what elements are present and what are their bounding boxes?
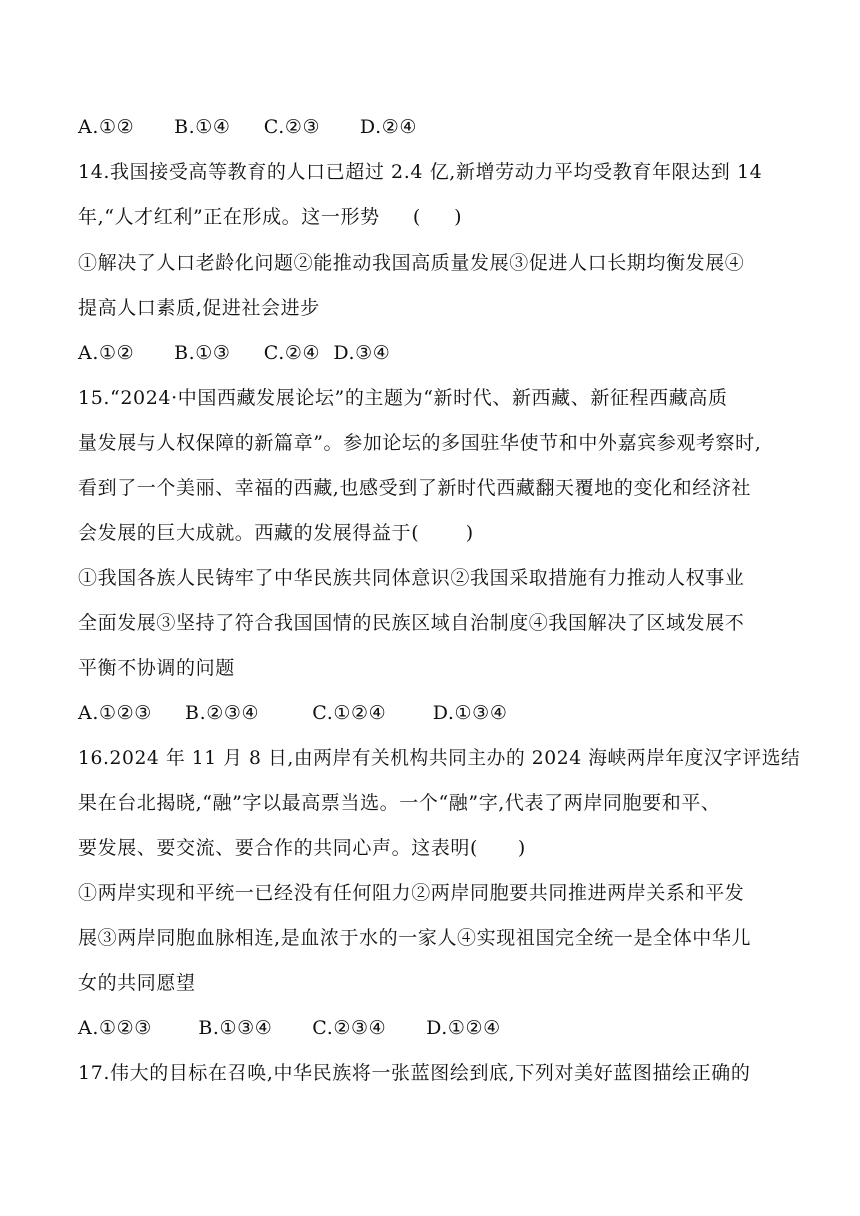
q14-stem-line-1: 14.我国接受高等教育的人口已超过 2.4 亿,新增劳动力平均受教育年限达到 14 [78, 161, 763, 183]
q15-choices-line-3: 平衡不协调的问题 [78, 657, 235, 679]
q15-stem-line-2: 量发展与人权保障的新篇章”。参加论坛的多国驻华使节和中外嘉宾参观考察时, [78, 432, 762, 454]
q14-options: A.①② B.①③ C.②④ D.③④ [78, 342, 391, 364]
q15-options: A.①②③ B.②③④ C.①②④ D.①③④ [78, 702, 508, 724]
q14-choices-line-2: 提高人口素质,促进社会进步 [78, 297, 320, 319]
q15-choices-line-2: 全面发展③坚持了符合我国国情的民族区域自治制度④我国解决了区域发展不 [78, 612, 745, 634]
q13-options: A.①② B.①④ C.②③ D.②④ [78, 116, 417, 138]
q16-choices-line-2: 展③两岸同胞血脉相连,是血浓于水的一家人④实现祖国完全统一是全体中华儿 [78, 927, 752, 949]
q15-stem-line-3: 看到了一个美丽、幸福的西藏,也感受到了新时代西藏翻天覆地的变化和经济社 [78, 477, 752, 499]
q16-stem-line-2: 果在台北揭晓,“融”字以最高票当选。一个“融”字,代表了两岸同胞要和平、 [78, 792, 721, 814]
q15-stem-line-4: 会发展的巨大成就。西藏的发展得益于( ) [78, 522, 474, 544]
q15-stem-line-1: 15.“2024·中国西藏发展论坛”的主题为“新时代、新西藏、新征程西藏高质 [78, 387, 728, 409]
q16-choices-line-3: 女的共同愿望 [78, 972, 196, 994]
q16-choices-line-1: ①两岸实现和平统一已经没有任何阻力②两岸同胞要共同推进两岸关系和平发 [78, 882, 745, 904]
q16-options: A.①②③ B.①③④ C.②③④ D.①②④ [78, 1017, 501, 1039]
q14-stem-line-2: 年,“人才红利”正在形成。这一形势 ( ) [78, 206, 463, 228]
q16-stem-line-1: 16.2024 年 11 月 8 日,由两岸有关机构共同主办的 2024 海峡两岸年度汉字评选结 [78, 747, 801, 769]
q15-choices-line-1: ①我国各族人民铸牢了中华民族共同体意识②我国采取措施有力推动人权事业 [78, 567, 745, 589]
q16-stem-line-3: 要发展、要交流、要合作的共同心声。这表明( ) [78, 837, 526, 859]
q17-stem-line-1: 17.伟大的目标在召唤,中华民族将一张蓝图绘到底,下列对美好蓝图描绘正确的 [78, 1062, 751, 1084]
q14-choices-line-1: ①解决了人口老龄化问题②能推动我国高质量发展③促进人口长期均衡发展④ [78, 252, 745, 274]
